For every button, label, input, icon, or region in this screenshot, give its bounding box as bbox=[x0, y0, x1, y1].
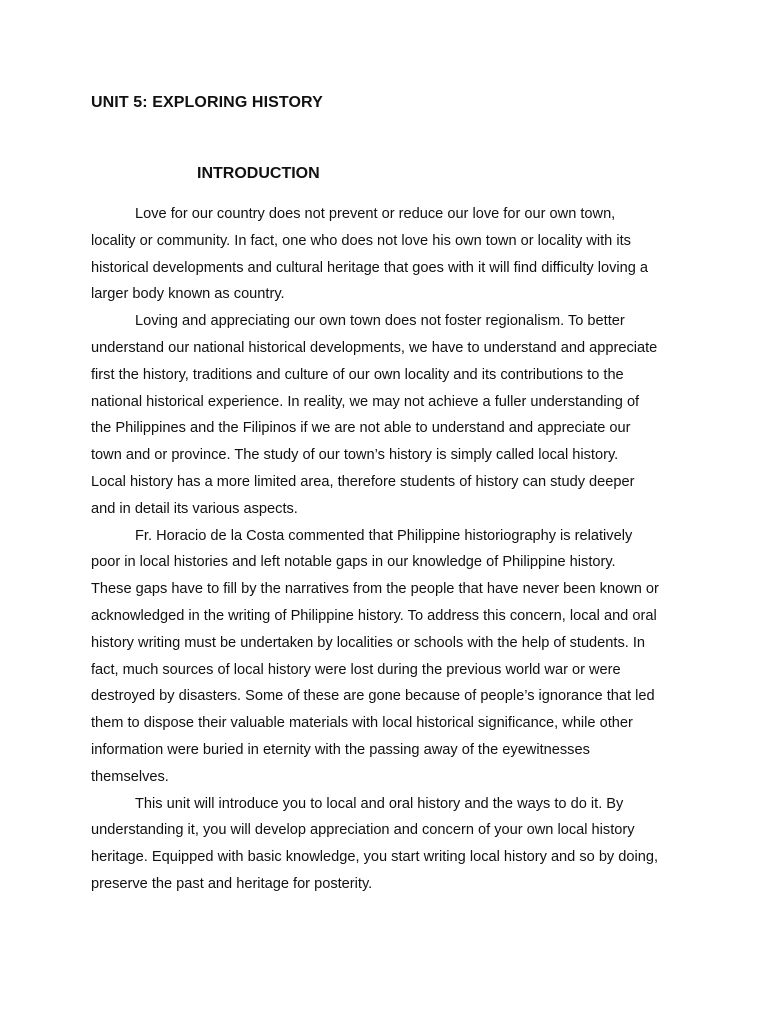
text-line: These gaps have to fill by the narratives from the people that have never been known or bbox=[91, 581, 659, 598]
body-text bbox=[91, 201, 687, 898]
unit-title: UNIT 5: EXPLORING HISTORY bbox=[91, 94, 323, 111]
section-title: INTRODUCTION bbox=[197, 165, 320, 182]
text-line: town and or province. The study of our town’s history is simply called local history. bbox=[91, 447, 619, 464]
text-line: understand our national historical developments, we have to understand and appreciate bbox=[91, 339, 658, 356]
text-line: understanding it, you will develop appreciation and concern of your own local history bbox=[91, 822, 635, 839]
text-line: historical developments and cultural heritage that goes with it will find difficulty loving a bbox=[91, 259, 649, 276]
text-line: locality or community. In fact, one who does not love his own town or locality with its bbox=[91, 232, 631, 249]
text-line: larger body known as country. bbox=[91, 286, 285, 303]
text-line: heritage. Equipped with basic knowledge, you start writing local history and so by doing, bbox=[91, 849, 659, 866]
text-line: Fr. Horacio de la Costa commented that Philippine historiography is relatively bbox=[135, 527, 633, 544]
text-line: poor in local histories and left notable gaps in our knowledge of Philippine history. bbox=[91, 554, 616, 571]
text-line: fact, much sources of local history were lost during the previous world war or were bbox=[91, 661, 621, 678]
paragraph bbox=[91, 791, 687, 898]
text-line: information were buried in eternity with the passing away of the eyewitnesses bbox=[91, 741, 590, 758]
paragraph bbox=[91, 523, 687, 791]
text-line: themselves. bbox=[91, 768, 169, 785]
text-line: national historical experience. In reality, we may not achieve a fuller understanding of bbox=[91, 393, 640, 410]
text-line: Loving and appreciating our own town does not foster regionalism. To better bbox=[135, 313, 625, 330]
paragraph bbox=[91, 308, 687, 522]
text-line: Local history has a more limited area, therefore students of history can study deeper bbox=[91, 473, 635, 490]
text-line: history writing must be undertaken by localities or schools with the help of students. In bbox=[91, 634, 646, 651]
text-line: This unit will introduce you to local and oral history and the ways to do it. By bbox=[135, 795, 624, 812]
text-line: the Philippines and the Filipinos if we are not able to understand and appreciate our bbox=[91, 420, 631, 437]
text-line: preserve the past and heritage for posterity. bbox=[91, 875, 373, 892]
paragraph bbox=[91, 201, 687, 308]
text-line: and in detail its various aspects. bbox=[91, 500, 298, 517]
text-line: them to dispose their valuable materials with local historical significance, while other bbox=[91, 715, 633, 732]
text-line: destroyed by disasters. Some of these are gone because of people’s ignorance that led bbox=[91, 688, 655, 705]
text-line: Love for our country does not prevent or reduce our love for our own town, bbox=[135, 206, 616, 222]
text-line: acknowledged in the writing of Philippine history. To address this concern, local and oral bbox=[91, 607, 657, 624]
text-line: first the history, traditions and culture of our own locality and its contributions to the bbox=[91, 366, 624, 383]
